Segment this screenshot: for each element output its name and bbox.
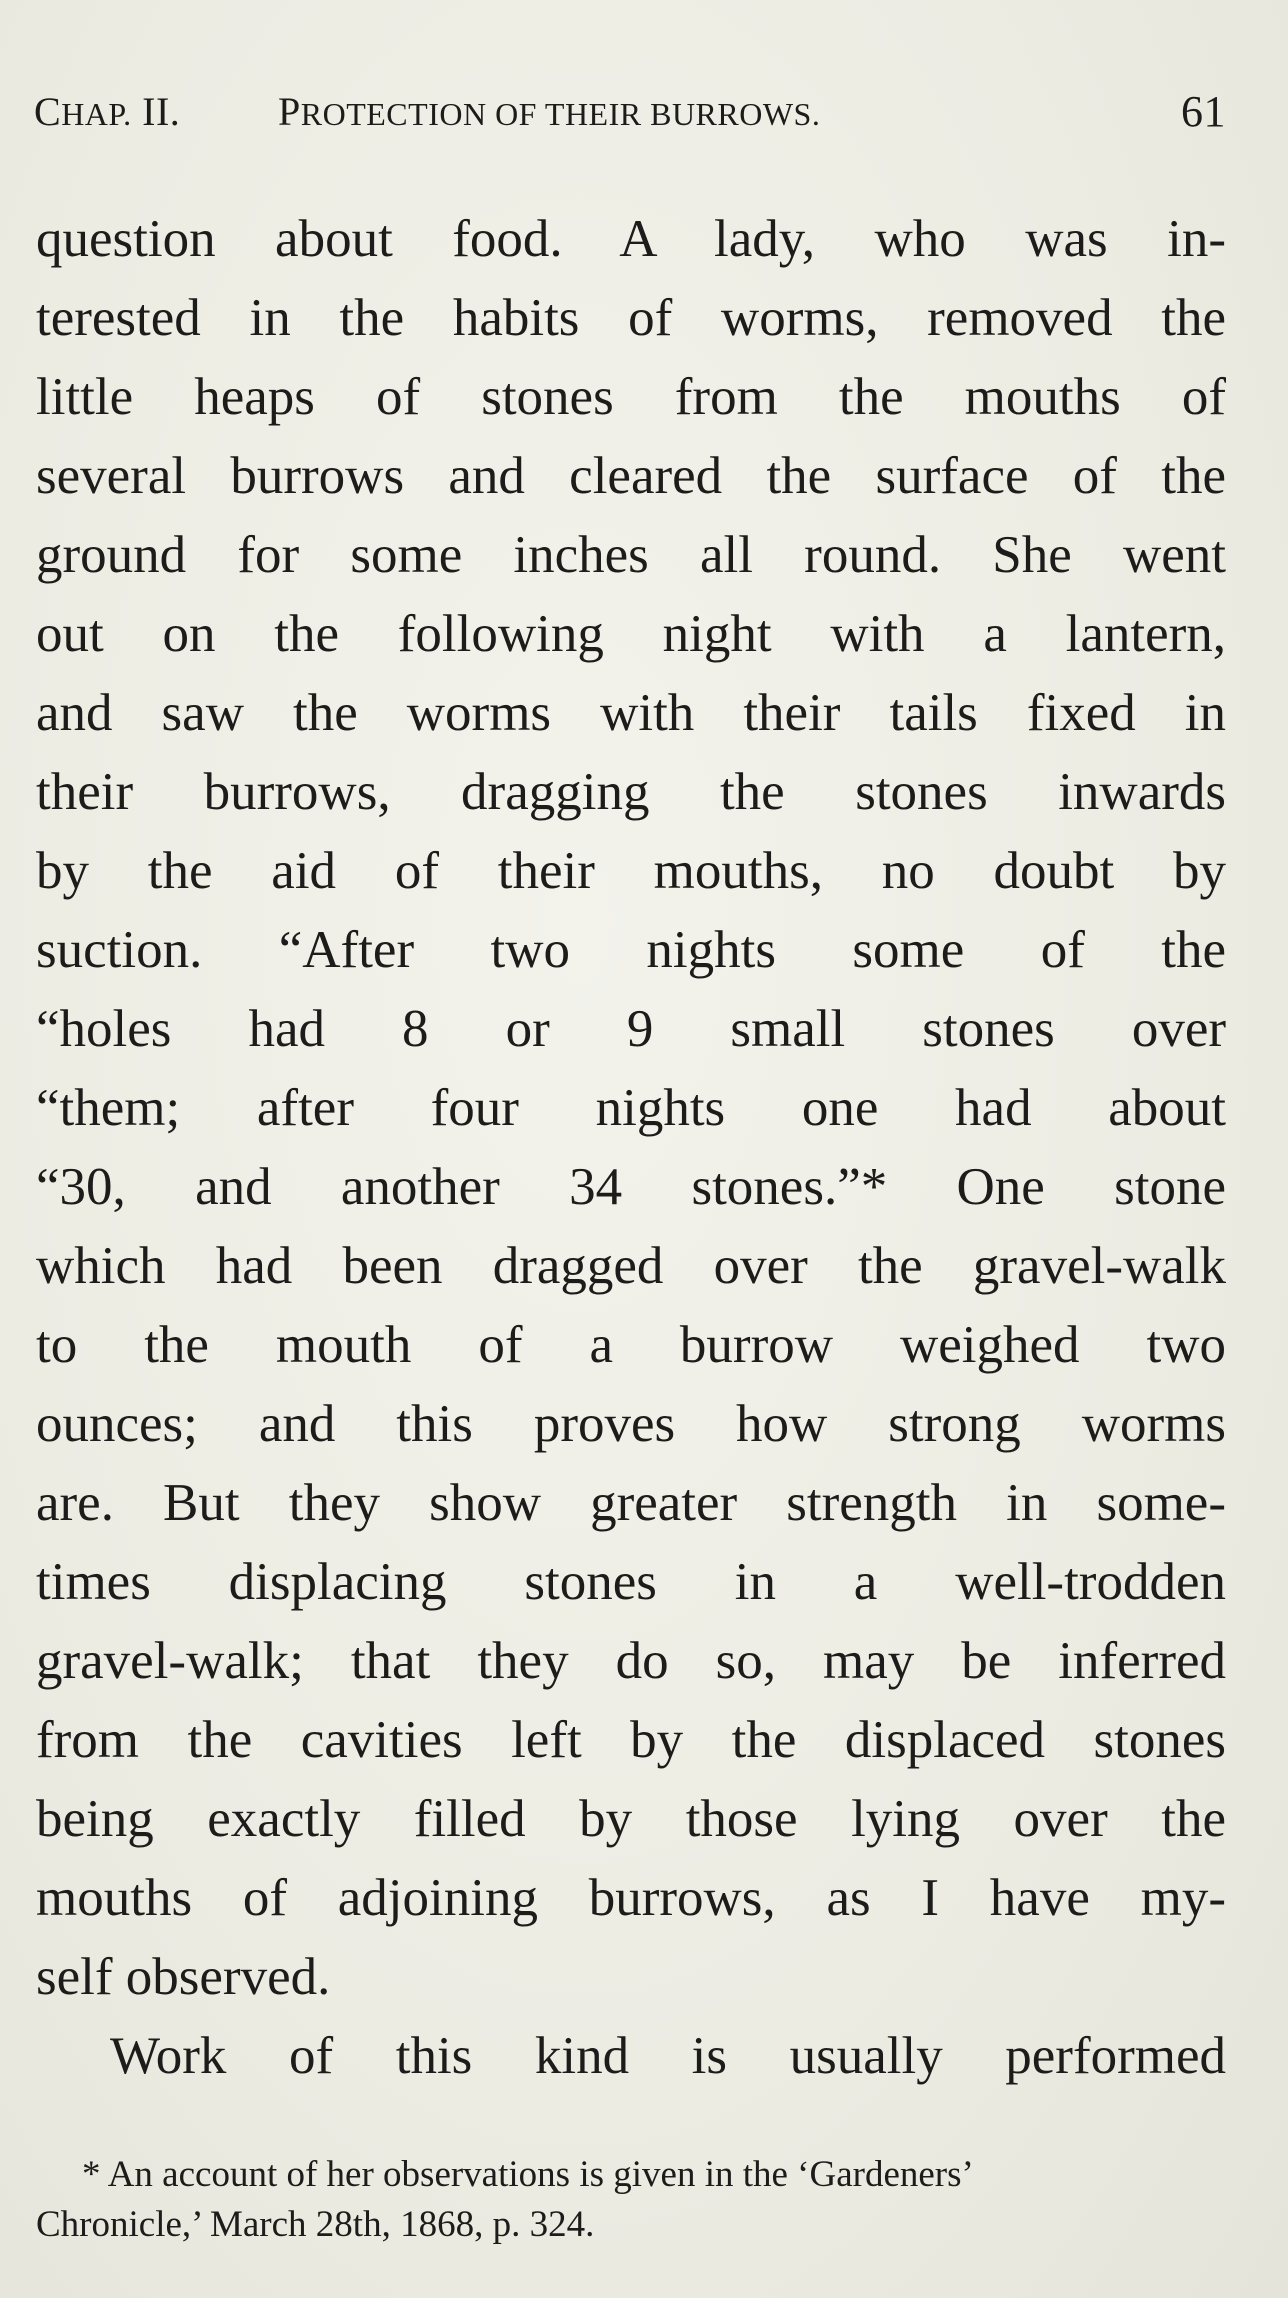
footnote — [36, 2150, 1226, 2250]
chapter-prefix-smallcaps: HAP. — [61, 96, 132, 132]
text-line: question about food. A lady, who was in- — [36, 210, 1226, 268]
text-line: which had been dragged over the gravel-walk — [36, 1237, 1226, 1295]
text-line: to the mouth of a burrow weighed two — [36, 1316, 1226, 1374]
text-line: “holes had 8 or 9 small stones over — [36, 1000, 1226, 1058]
text-line: out on the following night with a lantern, — [36, 605, 1226, 663]
chapter-prefix: C — [34, 89, 62, 134]
running-title — [278, 86, 820, 140]
page-number: 61 — [1181, 87, 1226, 136]
text-line: and saw the worms with their tails fixed in — [36, 684, 1226, 742]
text-line-new-paragraph: Work of this kind is usually performed — [110, 2027, 1226, 2085]
text-line: mouths of adjoining burrows, as I have my- — [36, 1869, 1226, 1927]
text-line: ground for some inches all round. She went — [36, 526, 1226, 584]
footnote-line: * An account of her observations is given in the ‘Gardeners’ — [82, 2154, 974, 2195]
running-title-initial: P — [278, 89, 301, 134]
footnote-line: Chronicle,’ March 28th, 1868, p. 324. — [36, 2204, 595, 2245]
text-line: times displacing stones in a well-trodden — [36, 1553, 1226, 1611]
text-line: ounces; and this proves how strong worms — [36, 1395, 1226, 1453]
text-line: terested in the habits of worms, removed the — [36, 289, 1226, 347]
text-line: suction. “After two nights some of the — [36, 921, 1226, 979]
running-head — [34, 86, 1226, 138]
text-line: their burrows, dragging the stones inwards — [36, 763, 1226, 821]
text-line: “30, and another 34 stones.”* One stone — [36, 1158, 1226, 1216]
text-line: little heaps of stones from the mouths of — [36, 368, 1226, 426]
text-line: are. But they show greater strength in some- — [36, 1474, 1226, 1532]
body-text — [36, 200, 1226, 2096]
text-line: by the aid of their mouths, no doubt by — [36, 842, 1226, 900]
chapter-number: II. — [131, 89, 181, 134]
text-line: several burrows and cleared the surface of the — [36, 447, 1226, 505]
chapter-label — [34, 86, 180, 140]
text-line: gravel-walk; that they do so, may be inferred — [36, 1632, 1226, 1690]
text-line: from the cavities left by the displaced stones — [36, 1711, 1226, 1769]
running-title-smallcaps: ROTECTION OF THEIR BURROWS. — [300, 96, 821, 132]
text-line-paragraph-end: self observed. — [36, 1948, 331, 2006]
text-line: being exactly filled by those lying over the — [36, 1790, 1226, 1848]
text-line: “them; after four nights one had about — [36, 1079, 1226, 1137]
